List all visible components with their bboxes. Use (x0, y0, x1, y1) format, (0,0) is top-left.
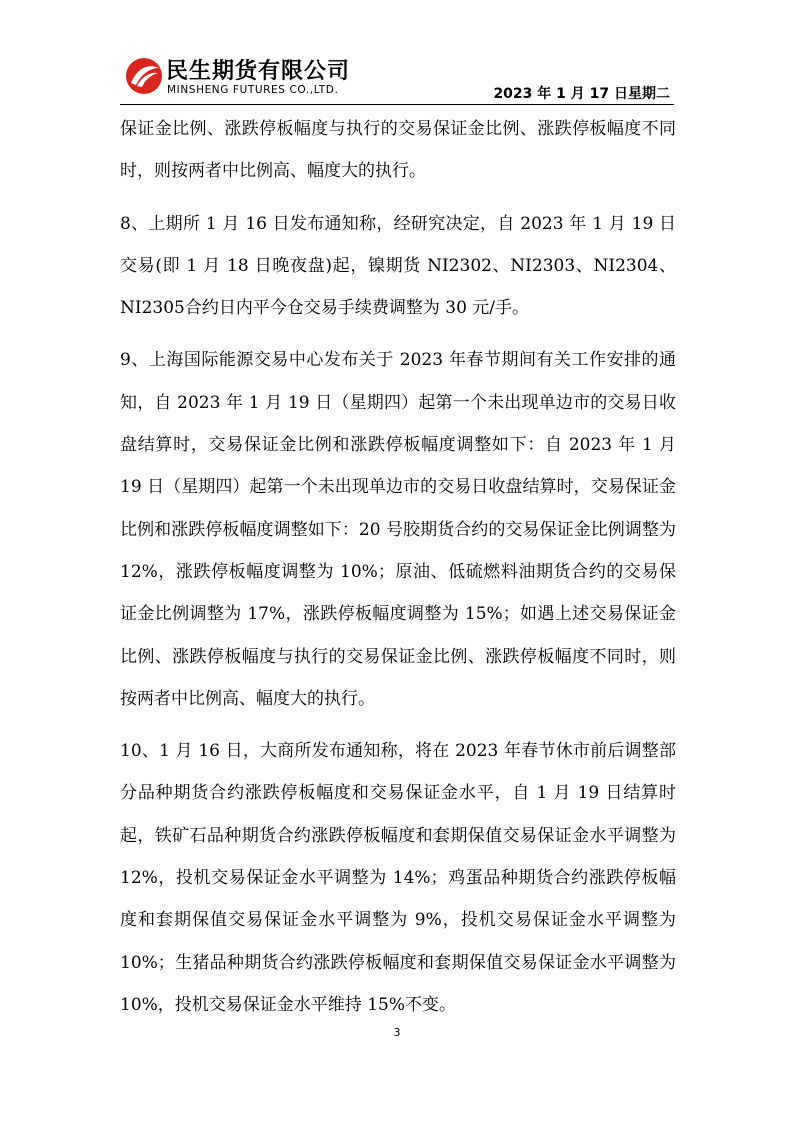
paragraph-item-8: 8、上期所 1 月 16 日发布通知称，经研究决定，自 2023 年 1 月 19 日交易(即 1 月 18 日晚夜盘)起，镍期货 NI2302、NI2303、NI2304、NI2305合约日内平今仓交易手续费调整为 30 元/手。 (120, 213, 676, 319)
paragraph-continuation: 保证金比例、涨跌停板幅度与执行的交易保证金比例、涨跌停板幅度不同时，则按两者中比例高、幅度大的执行。 (120, 119, 676, 182)
company-name-cn: 民生期货有限公司 (166, 59, 351, 84)
document-body (120, 108, 676, 1036)
company-logo-icon (124, 56, 164, 96)
header-divider (120, 104, 674, 105)
company-name-en: MINSHENG FUTURES CO.,LTD. (167, 84, 339, 96)
paragraph-item-10: 10、1 月 16 日，大商所发布通知称，将在 2023 年春节休市前后调整部分品种期货合约涨跌停板幅度和交易保证金水平，自 1 月 19 日结算时起，铁矿石品种期货合约涨跌停板幅度和套期保值交易保证金水平调整为 12%，投机交易保证金水平调整为 14%；鸡蛋品种期货合约涨跌停板幅度和套期保值交易保证金水平调整为 9%，投机交易保证金水平调整为 10%；生猪品种期货合约涨跌停板幅度和套期保值交易保证金水平调整为 10%，投机交易保证金水平维持 15%不变。 (120, 741, 676, 1015)
page-header (0, 0, 794, 110)
paragraph-item-9: 9、上海国际能源交易中心发布关于 2023 年春节期间有关工作安排的通知，自 2023 年 1 月 19 日（星期四）起第一个未出现单边市的交易日收盘结算时，交易保证金比例和涨跌停板幅度调整如下：自 2023 年 1 月 19 日（星期四）起第一个未出现单边市的交易日收盘结算时，交易保证金比例和涨跌停板幅度调整如下：20 号胶期货合约的交易保证金比例调整为 12%，涨跌停板幅度调整为 10%；原油、低硫燃料油期货合约的交易保证金比例调整为 17%，涨跌停板幅度调整为 15%；如遇上述交易保证金比例、涨跌停板幅度与执行的交易保证金比例、涨跌停板幅度不同时，则按两者中比例高、幅度大的执行。 (120, 350, 676, 709)
page-number: 3 (393, 1026, 401, 1039)
report-date: 2023 年 1 月 17 日星期二 (493, 86, 670, 102)
